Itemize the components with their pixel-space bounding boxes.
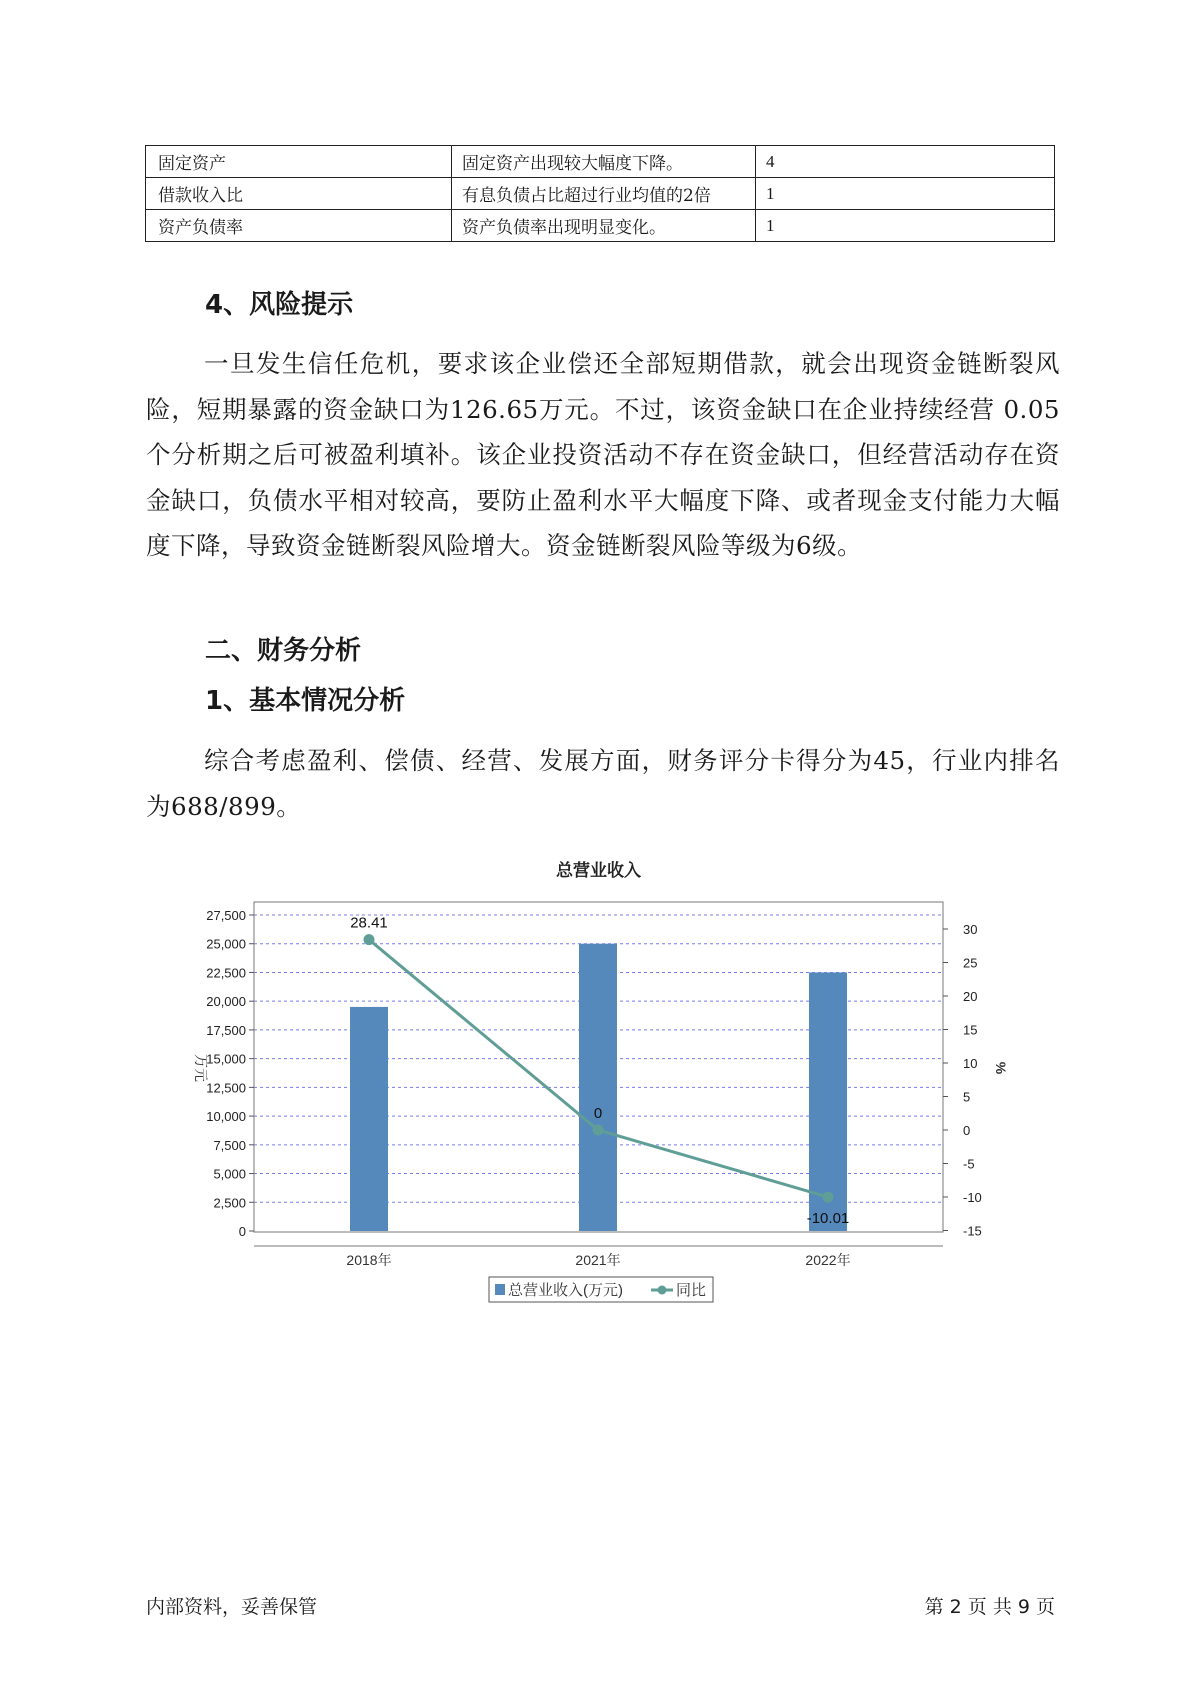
x-tick-label: 2018年 bbox=[346, 1252, 392, 1268]
y-tick-label: 22,500 bbox=[206, 965, 246, 981]
legend-bar-swatch bbox=[495, 1284, 505, 1295]
table-cell-item: 借款收入比 bbox=[146, 178, 452, 210]
y2-tick-label: 5 bbox=[963, 1089, 971, 1105]
table-cell-item: 固定资产 bbox=[146, 146, 452, 178]
y-tick-label: 20,000 bbox=[206, 994, 246, 1010]
basic-analysis-title: 1、基本情况分析 bbox=[205, 686, 406, 716]
chart-title: 总营业收入 bbox=[556, 861, 641, 880]
y-tick-label: 27,500 bbox=[206, 908, 246, 923]
finance-section-title: 二、财务分析 bbox=[205, 636, 362, 666]
footer-page-number: 第 2 页 共 9 页 bbox=[924, 1596, 1055, 1618]
x-tick-label: 2021年 bbox=[575, 1252, 621, 1268]
y-tick-label: 2,500 bbox=[213, 1195, 246, 1211]
y2-tick-label: 10 bbox=[963, 1056, 978, 1071]
legend-line-marker bbox=[658, 1286, 667, 1295]
legend-bar-label: 总营业收入(万元) bbox=[508, 1282, 623, 1299]
table-cell-desc: 有息负债占比超过行业均值的2倍 bbox=[452, 178, 756, 210]
yoy-data-label: 0 bbox=[593, 1105, 603, 1122]
table-cell-desc: 资产负债率出现明显变化。 bbox=[452, 210, 756, 242]
chart-legend bbox=[489, 1277, 713, 1302]
y2-tick-label: 15 bbox=[963, 1022, 978, 1038]
yoy-point bbox=[364, 934, 375, 945]
y-axis-label: 万元 bbox=[193, 1054, 209, 1082]
y-tick-label: 17,500 bbox=[206, 1022, 246, 1038]
table-cell-value: 1 bbox=[756, 210, 1055, 242]
y-tick-label: 0 bbox=[238, 1224, 246, 1239]
y-tick-label: 7,500 bbox=[213, 1137, 246, 1153]
y2-tick-label: -10 bbox=[963, 1190, 982, 1205]
y2-tick-label: 0 bbox=[963, 1123, 971, 1138]
legend-line-label: 同比 bbox=[676, 1282, 707, 1299]
revenue-bar bbox=[350, 1007, 388, 1231]
yoy-data-label: -10.01 bbox=[806, 1210, 850, 1228]
y-tick-label: 12,500 bbox=[206, 1080, 246, 1096]
footer-confidential: 内部资料，妥善保管 bbox=[146, 1596, 318, 1618]
table-cell-value: 4 bbox=[756, 146, 1055, 178]
basic-analysis-body: 综合考虑盈利、偿债、经营、发展方面，财务评分卡得分为45，行业内排名为688/899。 bbox=[146, 746, 1060, 821]
table-cell-value: 1 bbox=[756, 178, 1055, 210]
y2-tick-label: -15 bbox=[963, 1223, 982, 1239]
y2-tick-label: 20 bbox=[963, 989, 978, 1004]
yoy-data-label: 28.41 bbox=[350, 914, 388, 932]
risk-section-body: 一旦发生信任危机，要求该企业偿还全部短期借款，就会出现资金链断裂风险，短期暴露的资金缺口为126.65万元。不过，该资金缺口在企业持续经营 0.05个分析期之后可被盈利填补。该企业投资活动不存在资金缺口，但经营活动存在资金缺口，负债水平相对较高，要防止盈利水平大幅度下降、或者现金支付能力大幅度下降，导致资金链断裂风险增大。资金链断裂风险等级为6级。 bbox=[146, 349, 1060, 560]
y2-tick-label: 30 bbox=[963, 922, 978, 937]
yoy-point bbox=[593, 1125, 604, 1136]
table-cell-item: 资产负债率 bbox=[146, 210, 452, 242]
yoy-point bbox=[823, 1192, 834, 1203]
y-tick-label: 15,000 bbox=[206, 1051, 246, 1067]
y2-tick-label: 25 bbox=[963, 955, 978, 971]
risk-section-title: 4、风险提示 bbox=[205, 290, 354, 320]
table-cell-desc: 固定资产出现较大幅度下降。 bbox=[452, 146, 756, 178]
y-tick-label: 10,000 bbox=[206, 1109, 246, 1125]
x-tick-label: 2022年 bbox=[805, 1252, 851, 1268]
y2-axis-label: % bbox=[993, 1061, 1009, 1075]
revenue-bar bbox=[579, 944, 617, 1231]
y2-tick-label: -5 bbox=[963, 1156, 975, 1172]
y-tick-label: 5,000 bbox=[213, 1166, 246, 1182]
y-tick-label: 25,000 bbox=[206, 936, 246, 952]
